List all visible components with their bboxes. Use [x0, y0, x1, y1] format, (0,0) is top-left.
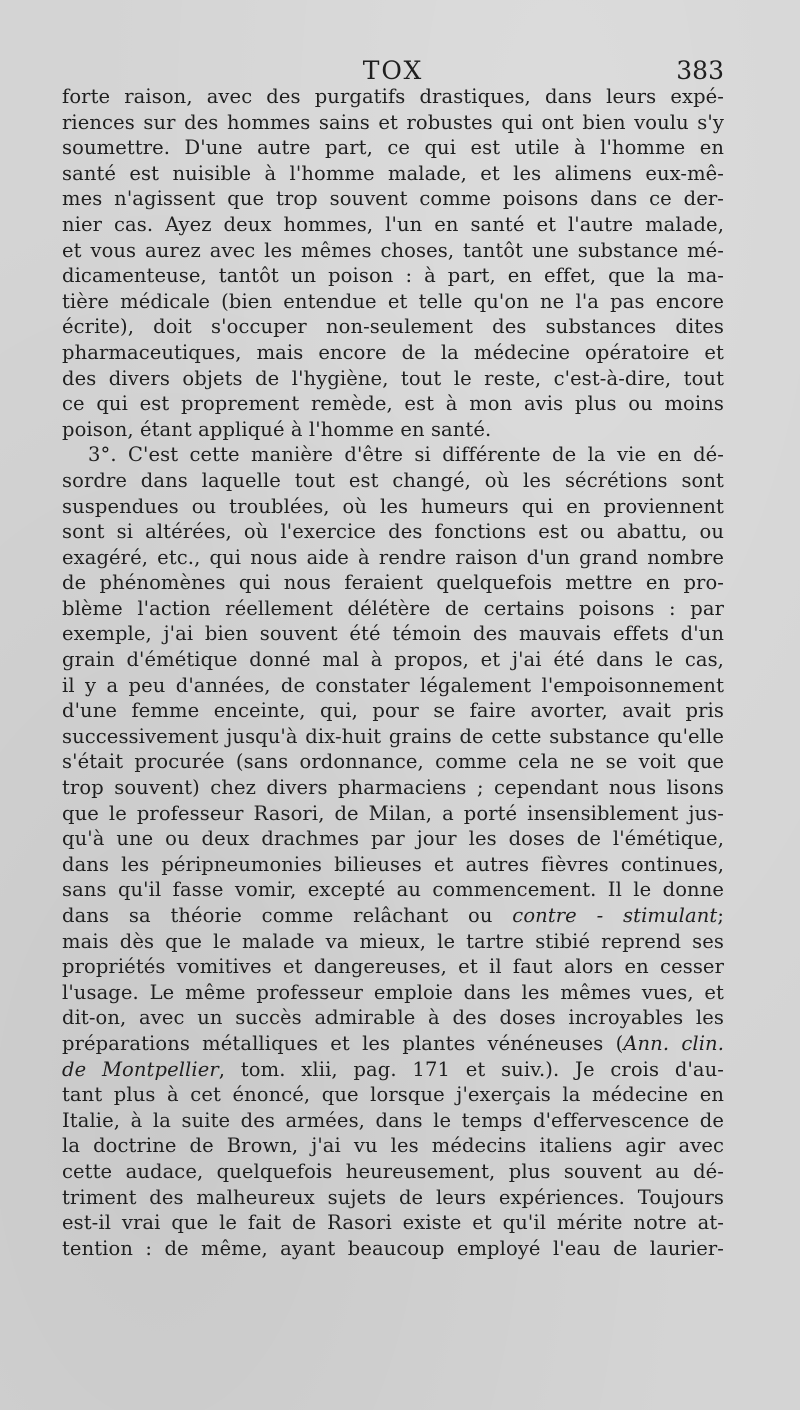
body-text — [62, 84, 724, 1261]
text-line: s'était procurée (sans ordonnance, comme cela ne se voit que — [62, 750, 724, 774]
text-line: tant plus à cet énoncé, que lorsque j'exerçais la médecine en — [62, 1083, 724, 1107]
text-line: exagéré, etc., qui nous aide à rendre raison d'un grand nombre — [62, 545, 724, 569]
text-line: qu'à une ou deux drachmes par jour les doses de l'émétique, — [62, 827, 724, 851]
text-line: triment des malheureux sujets de leurs expériences. Toujours — [62, 1185, 724, 1209]
text-line: Italie, à la suite des armées, dans le temps d'effervescence de — [62, 1108, 724, 1132]
text-line: d'une femme enceinte, qui, pour se faire avorter, avait pris — [62, 699, 724, 723]
text-line: dicamenteuse, tantôt un poison : à part, en effet, que la ma- — [62, 264, 724, 288]
text-line: ce qui est proprement remède, est à mon avis plus ou moins — [62, 392, 724, 416]
text-line: nier cas. Ayez deux hommes, l'un en santé et l'autre malade, — [62, 212, 724, 236]
text-segment: ; — [717, 904, 724, 927]
italic-citation: Ann. clin. — [623, 1031, 725, 1055]
text-line: poison, étant appliqué à l'homme en santé. — [62, 417, 492, 441]
text-line: cette audace, quelquefois heureusement, plus souvent au dé- — [62, 1159, 724, 1183]
text-line: que le professeur Rasori, de Milan, a porté insensiblement jus- — [62, 801, 724, 825]
text-line — [62, 1057, 724, 1083]
text-line: dans les péripneumonies bilieuses et autres fièvres continues, — [62, 852, 724, 876]
text-line: la doctrine de Brown, j'ai vu les médecins italiens agir avec — [62, 1134, 724, 1158]
running-head — [62, 56, 724, 86]
text-line: exemple, j'ai bien souvent été témoin des mauvais effets d'un — [62, 622, 724, 646]
text-line: sans qu'il fasse vomir, excepté au commencement. Il le donne — [62, 878, 724, 902]
text-line: il y a peu d'années, de constater légalement l'empoisonnement — [62, 673, 724, 697]
text-line: trop souvent) chez divers pharmaciens ; cependant nous lisons — [62, 776, 724, 800]
running-title: TOX — [362, 56, 424, 85]
text-line: santé est nuisible à l'homme malade, et les alimens eux-mê- — [62, 161, 724, 185]
text-line: et vous aurez avec les mêmes choses, tantôt une substance mé- — [62, 238, 724, 262]
text-line: dit-on, avec un succès admirable à des doses incroyables les — [62, 1006, 724, 1030]
text-segment: , tom. xlii, pag. 171 et suiv.). Je crois d'au- — [218, 1057, 724, 1081]
text-line: tention : de même, ayant beaucoup employé l'eau de laurier- — [62, 1236, 724, 1260]
text-line: blème l'action réellement délétère de certains poisons : par — [62, 596, 724, 620]
text-line: de phénomènes qui nous feraient quelquefois mettre en pro- — [62, 571, 724, 595]
italic-term: contre - stimulant — [512, 904, 718, 927]
text-line: forte raison, avec des purgatifs drastiques, dans leurs expé- — [62, 85, 724, 108]
page-number: 383 — [676, 56, 724, 85]
text-line: mes n'agissent que trop souvent comme poisons dans ce der- — [62, 187, 724, 211]
text-line: successivement jusqu'à dix-huit grains de cette substance qu'elle — [62, 724, 724, 748]
text-line: l'usage. Le même professeur emploie dans les mêmes vues, et — [62, 980, 724, 1004]
text-line: grain d'émétique donné mal à propos, et j'ai été dans le cas, — [62, 648, 724, 672]
text-line: tière médicale (bien entendue et telle qu'on ne l'a pas encore — [62, 289, 724, 313]
text-line: soumettre. D'une autre part, ce qui est utile à l'homme en — [62, 136, 724, 160]
text-line — [62, 1031, 724, 1057]
text-line: riences sur des hommes sains et robustes qui ont bien voulu s'y — [62, 110, 724, 134]
paragraph-start-line: 3°. C'est cette manière d'être si différente de la vie en dé- — [88, 443, 724, 467]
text-line: sordre dans laquelle tout est changé, où les sécrétions sont — [62, 468, 724, 492]
text-line: propriétés vomitives et dangereuses, et il faut alors en cesser — [62, 955, 724, 979]
italic-citation: de Montpellier — [62, 1057, 219, 1081]
text-line: mais dès que le malade va mieux, le tartre stibié reprend ses — [62, 929, 724, 953]
text-line: suspendues ou troublées, où les humeurs qui en proviennent — [62, 494, 724, 518]
text-segment: préparations métalliques et les plantes vénéneuses ( — [62, 1031, 624, 1055]
text-segment: dans sa théorie comme relâchant ou — [62, 904, 513, 927]
text-line: pharmaceutiques, mais encore de la médecine opératoire et — [62, 340, 724, 364]
text-line: sont si altérées, où l'exercice des fonctions est ou abattu, ou — [62, 520, 724, 544]
text-line — [62, 903, 724, 929]
text-line: des divers objets de l'hygiène, tout le reste, c'est-à-dire, tout — [62, 366, 724, 390]
text-line: est-il vrai que le fait de Rasori existe et qu'il mérite notre at- — [62, 1211, 724, 1235]
text-line: écrite), doit s'occuper non-seulement des substances dites — [62, 315, 724, 339]
